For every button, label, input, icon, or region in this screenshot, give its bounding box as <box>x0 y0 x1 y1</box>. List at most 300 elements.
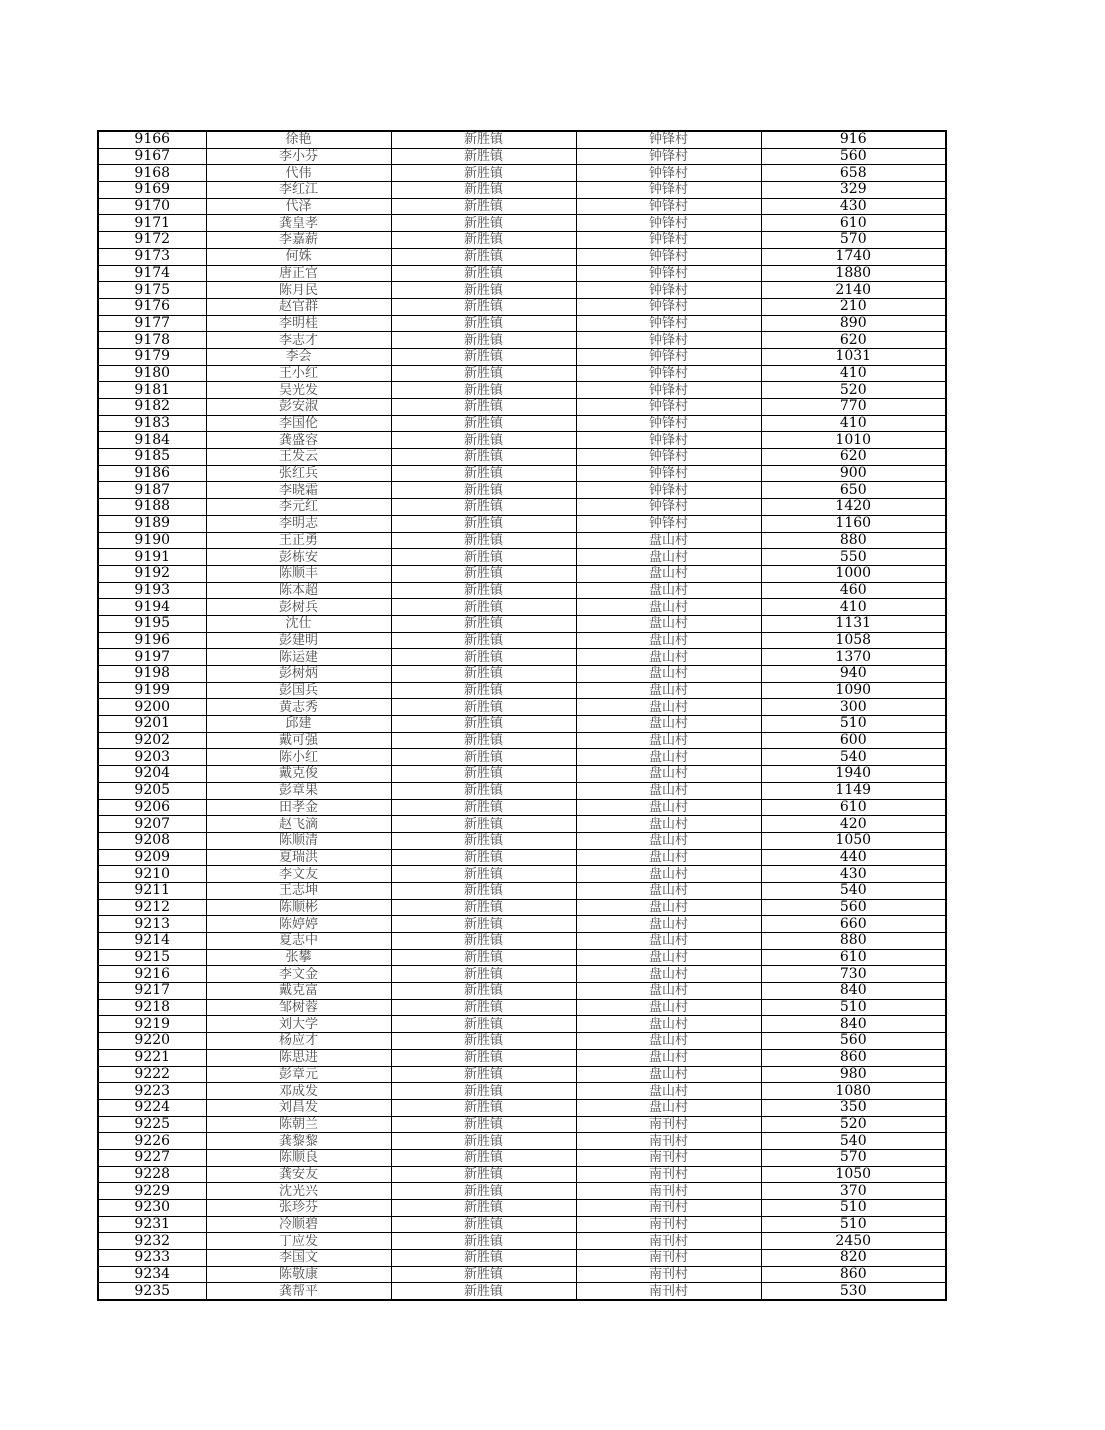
table-row <box>98 182 946 199</box>
town-cell: 新胜镇 <box>391 916 576 933</box>
table-row <box>98 432 946 449</box>
amount-cell: 2140 <box>761 282 946 299</box>
village-cell: 南刊村 <box>576 1149 761 1166</box>
table-row <box>98 999 946 1016</box>
amount-cell: 410 <box>761 599 946 616</box>
table-row <box>98 749 946 766</box>
person-name-cell: 徐艳 <box>206 131 391 148</box>
amount-cell: 440 <box>761 849 946 866</box>
person-name-cell: 陈顺良 <box>206 1149 391 1166</box>
row-number-cell: 9203 <box>98 749 206 766</box>
amount-cell: 540 <box>761 882 946 899</box>
village-cell: 盘山村 <box>576 966 761 983</box>
person-name-cell: 邓成发 <box>206 1083 391 1100</box>
row-number-cell: 9196 <box>98 632 206 649</box>
town-cell: 新胜镇 <box>391 1166 576 1183</box>
table-row <box>98 1200 946 1217</box>
town-cell: 新胜镇 <box>391 131 576 148</box>
table-row <box>98 899 946 916</box>
town-cell: 新胜镇 <box>391 899 576 916</box>
person-name-cell: 沈仕 <box>206 615 391 632</box>
row-number-cell: 9213 <box>98 916 206 933</box>
person-name-cell: 李红江 <box>206 182 391 199</box>
table-row <box>98 849 946 866</box>
village-cell: 钟锋村 <box>576 449 761 466</box>
table-row <box>98 832 946 849</box>
person-name-cell: 龚安友 <box>206 1166 391 1183</box>
amount-cell: 610 <box>761 799 946 816</box>
person-name-cell: 陈顺彬 <box>206 899 391 916</box>
village-cell: 盘山村 <box>576 799 761 816</box>
table-row <box>98 232 946 249</box>
row-number-cell: 9235 <box>98 1283 206 1300</box>
row-number-cell: 9214 <box>98 933 206 950</box>
row-number-cell: 9200 <box>98 699 206 716</box>
row-number-cell: 9232 <box>98 1233 206 1250</box>
village-cell: 钟锋村 <box>576 332 761 349</box>
amount-cell: 1131 <box>761 615 946 632</box>
row-number-cell: 9178 <box>98 332 206 349</box>
row-number-cell: 9170 <box>98 198 206 215</box>
amount-cell: 730 <box>761 966 946 983</box>
amount-cell: 540 <box>761 749 946 766</box>
table-row <box>98 1083 946 1100</box>
village-cell: 南刊村 <box>576 1200 761 1217</box>
village-cell: 钟锋村 <box>576 265 761 282</box>
town-cell: 新胜镇 <box>391 248 576 265</box>
village-cell: 钟锋村 <box>576 348 761 365</box>
village-cell: 南刊村 <box>576 1283 761 1300</box>
row-number-cell: 9188 <box>98 499 206 516</box>
row-number-cell: 9199 <box>98 682 206 699</box>
village-cell: 盘山村 <box>576 1099 761 1116</box>
person-name-cell: 张攀 <box>206 949 391 966</box>
amount-cell: 770 <box>761 399 946 416</box>
amount-cell: 860 <box>761 1049 946 1066</box>
row-number-cell: 9171 <box>98 215 206 232</box>
town-cell: 新胜镇 <box>391 565 576 582</box>
village-cell: 盘山村 <box>576 632 761 649</box>
row-number-cell: 9191 <box>98 549 206 566</box>
table-row <box>98 298 946 315</box>
row-number-cell: 9204 <box>98 766 206 783</box>
town-cell: 新胜镇 <box>391 732 576 749</box>
village-cell: 钟锋村 <box>576 415 761 432</box>
table-row <box>98 1133 946 1150</box>
town-cell: 新胜镇 <box>391 1183 576 1200</box>
amount-cell: 890 <box>761 315 946 332</box>
table-row <box>98 1233 946 1250</box>
village-cell: 盘山村 <box>576 882 761 899</box>
person-name-cell: 黄志秀 <box>206 699 391 716</box>
amount-cell: 510 <box>761 1216 946 1233</box>
town-cell: 新胜镇 <box>391 999 576 1016</box>
village-cell: 钟锋村 <box>576 365 761 382</box>
table-row <box>98 565 946 582</box>
row-number-cell: 9166 <box>98 131 206 148</box>
person-name-cell: 龚帮平 <box>206 1283 391 1300</box>
person-name-cell: 陈本超 <box>206 582 391 599</box>
person-name-cell: 李晓霜 <box>206 482 391 499</box>
village-cell: 钟锋村 <box>576 315 761 332</box>
amount-cell: 1010 <box>761 432 946 449</box>
row-number-cell: 9212 <box>98 899 206 916</box>
amount-cell: 570 <box>761 1149 946 1166</box>
amount-cell: 520 <box>761 1116 946 1133</box>
village-cell: 钟锋村 <box>576 232 761 249</box>
table-row <box>98 866 946 883</box>
amount-cell: 1160 <box>761 515 946 532</box>
village-cell: 南刊村 <box>576 1250 761 1267</box>
table-row <box>98 933 946 950</box>
table-row <box>98 499 946 516</box>
person-name-cell: 沈光兴 <box>206 1183 391 1200</box>
person-name-cell: 彭安淑 <box>206 399 391 416</box>
town-cell: 新胜镇 <box>391 282 576 299</box>
town-cell: 新胜镇 <box>391 232 576 249</box>
row-number-cell: 9210 <box>98 866 206 883</box>
village-cell: 盘山村 <box>576 732 761 749</box>
table-row <box>98 515 946 532</box>
village-cell: 盘山村 <box>576 1083 761 1100</box>
person-name-cell: 李国文 <box>206 1250 391 1267</box>
person-name-cell: 龚皇孝 <box>206 215 391 232</box>
row-number-cell: 9226 <box>98 1133 206 1150</box>
amount-cell: 650 <box>761 482 946 499</box>
town-cell: 新胜镇 <box>391 265 576 282</box>
person-name-cell: 赵官群 <box>206 298 391 315</box>
village-cell: 钟锋村 <box>576 131 761 148</box>
table-row <box>98 265 946 282</box>
table-row <box>98 966 946 983</box>
table-row <box>98 482 946 499</box>
amount-cell: 430 <box>761 198 946 215</box>
town-cell: 新胜镇 <box>391 699 576 716</box>
table-row <box>98 1183 946 1200</box>
village-cell: 南刊村 <box>576 1266 761 1283</box>
person-name-cell: 彭树兵 <box>206 599 391 616</box>
row-number-cell: 9221 <box>98 1049 206 1066</box>
village-cell: 钟锋村 <box>576 382 761 399</box>
table-row <box>98 649 946 666</box>
village-cell: 南刊村 <box>576 1116 761 1133</box>
town-cell: 新胜镇 <box>391 382 576 399</box>
amount-cell: 410 <box>761 415 946 432</box>
village-cell: 盘山村 <box>576 1049 761 1066</box>
town-cell: 新胜镇 <box>391 415 576 432</box>
village-cell: 钟锋村 <box>576 215 761 232</box>
roster-body <box>98 131 946 1300</box>
row-number-cell: 9176 <box>98 298 206 315</box>
town-cell: 新胜镇 <box>391 682 576 699</box>
table-row <box>98 716 946 733</box>
row-number-cell: 9174 <box>98 265 206 282</box>
table-row <box>98 799 946 816</box>
person-name-cell: 彭国兵 <box>206 682 391 699</box>
person-name-cell: 陈顺清 <box>206 832 391 849</box>
town-cell: 新胜镇 <box>391 1133 576 1150</box>
person-name-cell: 彭建明 <box>206 632 391 649</box>
town-cell: 新胜镇 <box>391 148 576 165</box>
table-row <box>98 1033 946 1050</box>
row-number-cell: 9177 <box>98 315 206 332</box>
person-name-cell: 代泽 <box>206 198 391 215</box>
person-name-cell: 王发云 <box>206 449 391 466</box>
amount-cell: 510 <box>761 1200 946 1217</box>
town-cell: 新胜镇 <box>391 1116 576 1133</box>
row-number-cell: 9216 <box>98 966 206 983</box>
person-name-cell: 田孝金 <box>206 799 391 816</box>
town-cell: 新胜镇 <box>391 766 576 783</box>
town-cell: 新胜镇 <box>391 399 576 416</box>
village-cell: 钟锋村 <box>576 432 761 449</box>
table-row <box>98 882 946 899</box>
row-number-cell: 9180 <box>98 365 206 382</box>
village-cell: 盘山村 <box>576 649 761 666</box>
amount-cell: 510 <box>761 999 946 1016</box>
amount-cell: 1050 <box>761 832 946 849</box>
village-cell: 盘山村 <box>576 916 761 933</box>
town-cell: 新胜镇 <box>391 832 576 849</box>
person-name-cell: 李元红 <box>206 499 391 516</box>
village-cell: 盘山村 <box>576 866 761 883</box>
table-row <box>98 131 946 148</box>
table-row <box>98 582 946 599</box>
amount-cell: 430 <box>761 866 946 883</box>
amount-cell: 620 <box>761 332 946 349</box>
person-name-cell: 陈敬康 <box>206 1266 391 1283</box>
village-cell: 盘山村 <box>576 1016 761 1033</box>
row-number-cell: 9182 <box>98 399 206 416</box>
amount-cell: 1149 <box>761 782 946 799</box>
amount-cell: 510 <box>761 716 946 733</box>
row-number-cell: 9208 <box>98 832 206 849</box>
town-cell: 新胜镇 <box>391 499 576 516</box>
row-number-cell: 9189 <box>98 515 206 532</box>
table-row <box>98 1016 946 1033</box>
town-cell: 新胜镇 <box>391 1149 576 1166</box>
town-cell: 新胜镇 <box>391 866 576 883</box>
table-row <box>98 1266 946 1283</box>
town-cell: 新胜镇 <box>391 298 576 315</box>
town-cell: 新胜镇 <box>391 983 576 1000</box>
town-cell: 新胜镇 <box>391 1266 576 1283</box>
row-number-cell: 9231 <box>98 1216 206 1233</box>
person-name-cell: 陈小红 <box>206 749 391 766</box>
row-number-cell: 9193 <box>98 582 206 599</box>
amount-cell: 820 <box>761 1250 946 1267</box>
person-name-cell: 彭章元 <box>206 1066 391 1083</box>
village-cell: 南刊村 <box>576 1233 761 1250</box>
table-row <box>98 916 946 933</box>
amount-cell: 1058 <box>761 632 946 649</box>
amount-cell: 550 <box>761 549 946 566</box>
amount-cell: 1740 <box>761 248 946 265</box>
person-name-cell: 唐正官 <box>206 265 391 282</box>
row-number-cell: 9228 <box>98 1166 206 1183</box>
person-name-cell: 张珍芬 <box>206 1200 391 1217</box>
amount-cell: 1940 <box>761 766 946 783</box>
person-name-cell: 何姝 <box>206 248 391 265</box>
row-number-cell: 9169 <box>98 182 206 199</box>
village-cell: 盘山村 <box>576 782 761 799</box>
amount-cell: 410 <box>761 365 946 382</box>
town-cell: 新胜镇 <box>391 599 576 616</box>
town-cell: 新胜镇 <box>391 882 576 899</box>
amount-cell: 370 <box>761 1183 946 1200</box>
village-cell: 盘山村 <box>576 1033 761 1050</box>
table-row <box>98 682 946 699</box>
village-cell: 盘山村 <box>576 749 761 766</box>
town-cell: 新胜镇 <box>391 949 576 966</box>
amount-cell: 840 <box>761 1016 946 1033</box>
village-cell: 盘山村 <box>576 532 761 549</box>
table-row <box>98 282 946 299</box>
amount-cell: 980 <box>761 1066 946 1083</box>
table-row <box>98 599 946 616</box>
town-cell: 新胜镇 <box>391 1083 576 1100</box>
village-cell: 盘山村 <box>576 983 761 1000</box>
village-cell: 钟锋村 <box>576 499 761 516</box>
village-cell: 钟锋村 <box>576 198 761 215</box>
amount-cell: 1080 <box>761 1083 946 1100</box>
table-row <box>98 1116 946 1133</box>
person-name-cell: 李明桂 <box>206 315 391 332</box>
person-name-cell: 邱建 <box>206 716 391 733</box>
village-cell: 南刊村 <box>576 1133 761 1150</box>
town-cell: 新胜镇 <box>391 348 576 365</box>
amount-cell: 1050 <box>761 1166 946 1183</box>
row-number-cell: 9233 <box>98 1250 206 1267</box>
table-row <box>98 1049 946 1066</box>
amount-cell: 560 <box>761 899 946 916</box>
village-cell: 盘山村 <box>576 565 761 582</box>
table-row <box>98 365 946 382</box>
row-number-cell: 9225 <box>98 1116 206 1133</box>
row-number-cell: 9168 <box>98 165 206 182</box>
table-row <box>98 348 946 365</box>
amount-cell: 460 <box>761 582 946 599</box>
town-cell: 新胜镇 <box>391 716 576 733</box>
person-name-cell: 代伟 <box>206 165 391 182</box>
person-name-cell: 夏志中 <box>206 933 391 950</box>
table-row <box>98 532 946 549</box>
person-name-cell: 陈运建 <box>206 649 391 666</box>
town-cell: 新胜镇 <box>391 549 576 566</box>
row-number-cell: 9230 <box>98 1200 206 1217</box>
table-row <box>98 465 946 482</box>
person-name-cell: 吴光发 <box>206 382 391 399</box>
table-row <box>98 1216 946 1233</box>
village-cell: 盘山村 <box>576 666 761 683</box>
village-cell: 盘山村 <box>576 682 761 699</box>
table-row <box>98 449 946 466</box>
row-number-cell: 9192 <box>98 565 206 582</box>
row-number-cell: 9234 <box>98 1266 206 1283</box>
town-cell: 新胜镇 <box>391 515 576 532</box>
amount-cell: 860 <box>761 1266 946 1283</box>
town-cell: 新胜镇 <box>391 449 576 466</box>
person-name-cell: 李国伦 <box>206 415 391 432</box>
amount-cell: 329 <box>761 182 946 199</box>
person-name-cell: 李文友 <box>206 866 391 883</box>
row-number-cell: 9172 <box>98 232 206 249</box>
amount-cell: 1420 <box>761 499 946 516</box>
village-cell: 盘山村 <box>576 699 761 716</box>
town-cell: 新胜镇 <box>391 1049 576 1066</box>
table-row <box>98 949 946 966</box>
row-number-cell: 9167 <box>98 148 206 165</box>
person-name-cell: 龚盛容 <box>206 432 391 449</box>
person-name-cell: 陈思进 <box>206 1049 391 1066</box>
person-name-cell: 杨应才 <box>206 1033 391 1050</box>
amount-cell: 900 <box>761 465 946 482</box>
table-row <box>98 1250 946 1267</box>
person-name-cell: 李会 <box>206 348 391 365</box>
town-cell: 新胜镇 <box>391 215 576 232</box>
village-cell: 盘山村 <box>576 599 761 616</box>
village-cell: 钟锋村 <box>576 515 761 532</box>
person-name-cell: 王正勇 <box>206 532 391 549</box>
town-cell: 新胜镇 <box>391 332 576 349</box>
table-row <box>98 198 946 215</box>
town-cell: 新胜镇 <box>391 1233 576 1250</box>
town-cell: 新胜镇 <box>391 365 576 382</box>
amount-cell: 1090 <box>761 682 946 699</box>
row-number-cell: 9185 <box>98 449 206 466</box>
row-number-cell: 9195 <box>98 615 206 632</box>
row-number-cell: 9223 <box>98 1083 206 1100</box>
amount-cell: 1880 <box>761 265 946 282</box>
village-cell: 盘山村 <box>576 615 761 632</box>
row-number-cell: 9175 <box>98 282 206 299</box>
person-name-cell: 王志坤 <box>206 882 391 899</box>
row-number-cell: 9194 <box>98 599 206 616</box>
town-cell: 新胜镇 <box>391 315 576 332</box>
person-name-cell: 李明志 <box>206 515 391 532</box>
table-row <box>98 399 946 416</box>
amount-cell: 620 <box>761 449 946 466</box>
village-cell: 钟锋村 <box>576 182 761 199</box>
table-row <box>98 549 946 566</box>
row-number-cell: 9218 <box>98 999 206 1016</box>
town-cell: 新胜镇 <box>391 432 576 449</box>
town-cell: 新胜镇 <box>391 666 576 683</box>
village-cell: 盘山村 <box>576 1066 761 1083</box>
town-cell: 新胜镇 <box>391 582 576 599</box>
table-row <box>98 666 946 683</box>
town-cell: 新胜镇 <box>391 1033 576 1050</box>
roster-table <box>97 130 947 1301</box>
person-name-cell: 冷顺碧 <box>206 1216 391 1233</box>
row-number-cell: 9179 <box>98 348 206 365</box>
person-name-cell: 李嘉薪 <box>206 232 391 249</box>
table-row <box>98 1066 946 1083</box>
village-cell: 盘山村 <box>576 849 761 866</box>
amount-cell: 940 <box>761 666 946 683</box>
table-row <box>98 1166 946 1183</box>
row-number-cell: 9198 <box>98 666 206 683</box>
row-number-cell: 9197 <box>98 649 206 666</box>
amount-cell: 880 <box>761 933 946 950</box>
village-cell: 南刊村 <box>576 1216 761 1233</box>
person-name-cell: 张红兵 <box>206 465 391 482</box>
town-cell: 新胜镇 <box>391 1016 576 1033</box>
table-row <box>98 215 946 232</box>
row-number-cell: 9209 <box>98 849 206 866</box>
amount-cell: 530 <box>761 1283 946 1300</box>
table-row <box>98 315 946 332</box>
